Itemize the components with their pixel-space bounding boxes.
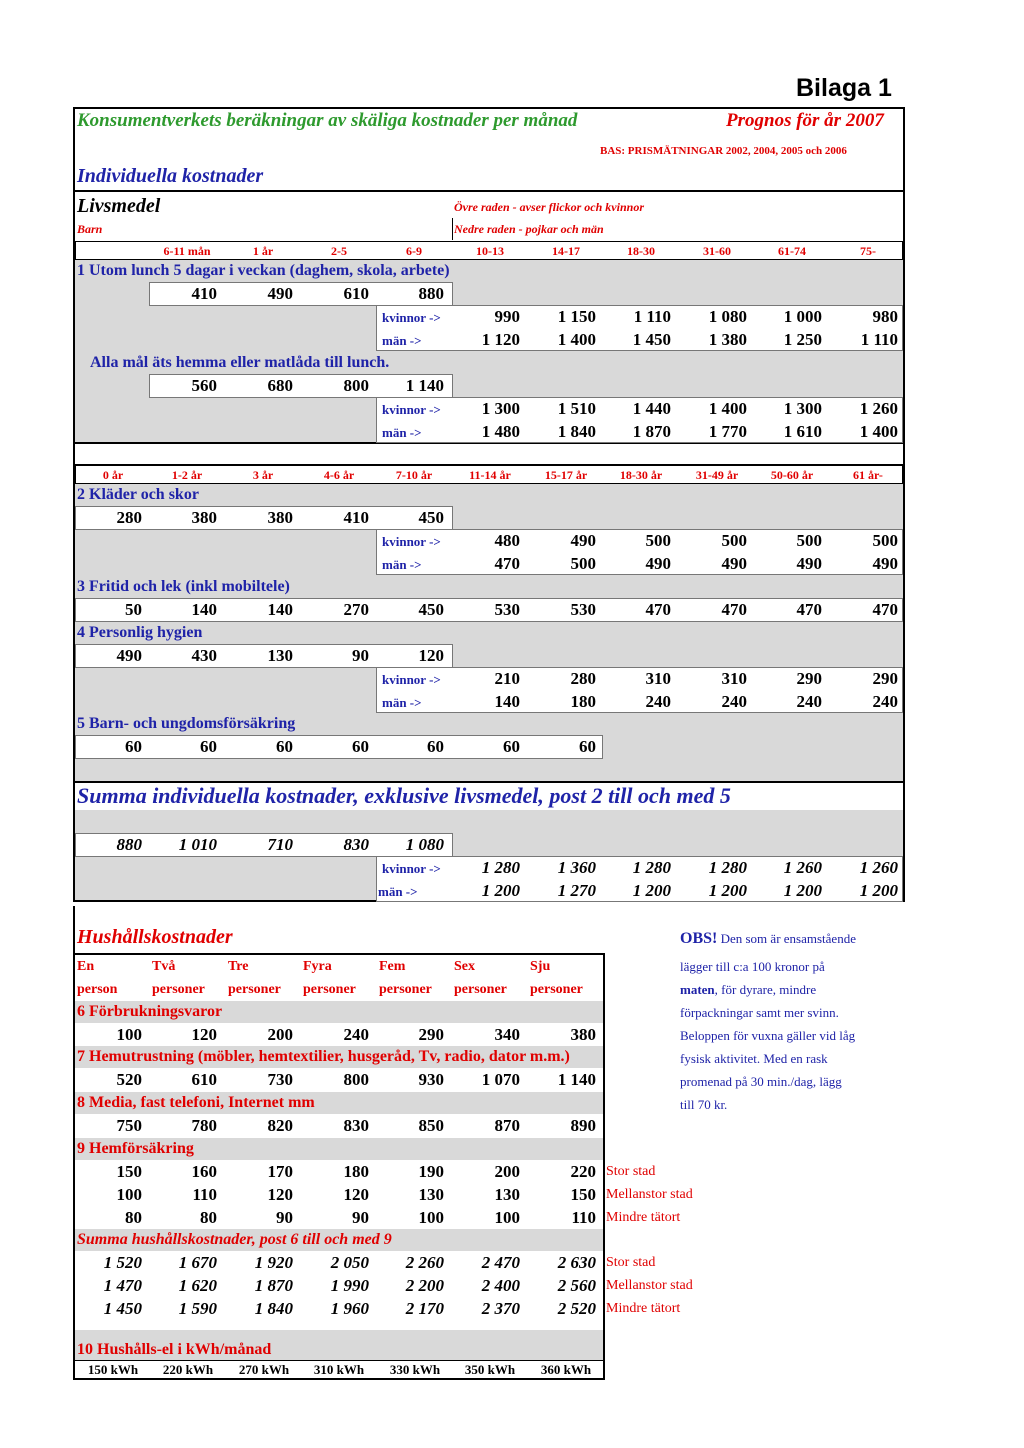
value-cell: 1 260	[859, 399, 898, 418]
value-cell: 500	[721, 531, 747, 550]
value-cell: 380	[267, 508, 293, 527]
value-cell: 60	[200, 737, 217, 756]
obs-label: OBS!	[680, 930, 718, 947]
value-cell: 1 400	[859, 422, 898, 441]
man-label: män ->	[378, 884, 418, 899]
value-cell: 290	[796, 669, 822, 688]
value-cell: 680	[267, 376, 293, 395]
value-cell: 1 590	[178, 1299, 217, 1318]
value-cell: 1 400	[557, 330, 596, 349]
value-cell: 120	[267, 1185, 293, 1204]
value-cell: 1 080	[708, 307, 747, 326]
value-cell: 340	[494, 1025, 520, 1044]
value-cell: 1 280	[481, 858, 520, 877]
value-cell: 800	[343, 376, 369, 395]
value-cell: 2 470	[481, 1253, 520, 1272]
value-cell: 610	[191, 1070, 217, 1089]
value-cell: 310	[721, 669, 747, 688]
value-cell: 1 450	[632, 330, 671, 349]
persons-label: personer	[379, 982, 432, 997]
obs-note-line: Beloppen för vuxna gäller vid låg	[680, 1028, 856, 1043]
age-header-cell: 31-49 år	[695, 468, 739, 482]
value-cell: 1 870	[254, 1276, 293, 1295]
value-cell: 470	[494, 554, 520, 573]
value-cell: 2 370	[481, 1299, 520, 1318]
value-cell: 1 610	[783, 422, 822, 441]
value-cell: 1 840	[254, 1299, 293, 1318]
value-cell: 140	[191, 600, 217, 619]
value-cell: 1 200	[783, 881, 822, 900]
value-cell: 210	[494, 669, 520, 688]
value-cell: 430	[191, 646, 217, 665]
stor-stad-label: Stor stad	[606, 1255, 656, 1270]
value-cell: 80	[200, 1208, 217, 1227]
value-cell: 1 450	[103, 1299, 142, 1318]
ovre-raden-note: Övre raden - avser flickor och kvinnor	[454, 200, 644, 214]
value-cell: 830	[343, 835, 369, 854]
value-cell: 60	[579, 737, 596, 756]
value-cell: 240	[343, 1025, 369, 1044]
value-cell: 140	[267, 600, 293, 619]
age-header-cell: 18-30	[627, 244, 655, 258]
value-cell: 1 260	[783, 858, 822, 877]
value-cell: 310	[645, 669, 671, 688]
divider	[73, 1360, 605, 1361]
mindre-tatort-label: Mindre tätort	[606, 1210, 681, 1225]
value-cell: 2 560	[557, 1276, 596, 1295]
value-cell: 800	[343, 1070, 369, 1089]
persons-label: Två	[152, 959, 176, 974]
mellanstor-stad-label: Mellanstor stad	[606, 1187, 693, 1202]
value-cell: 470	[645, 600, 671, 619]
value-cell: 1 400	[708, 399, 747, 418]
value-cell: 1 440	[632, 399, 671, 418]
section-2-title: 2 Kläder och skor	[77, 486, 199, 503]
age-header-cell: 1 år	[252, 244, 274, 258]
value-cell: 1 200	[632, 881, 671, 900]
value-cell: 80	[125, 1208, 142, 1227]
age-header-cell: 31-60	[703, 244, 731, 258]
value-cell: 240	[721, 692, 747, 711]
value-cell: 120	[343, 1185, 369, 1204]
value-cell: 2 630	[557, 1253, 596, 1272]
bilaga-label: Bilaga 1	[796, 74, 892, 102]
age-header-cell: 11-14 år	[469, 468, 511, 482]
value-cell: 490	[267, 284, 293, 303]
section-3-title: 3 Fritid och lek (inkl mobiltele)	[77, 578, 290, 595]
value-cell: 490	[570, 531, 596, 550]
value-cell: 820	[267, 1116, 293, 1135]
obs-note-line	[680, 978, 910, 1001]
value-cell: 890	[570, 1116, 596, 1135]
value-cell: 100	[418, 1208, 444, 1227]
mindre-tatort-label: Mindre tätort	[606, 1301, 681, 1316]
persons-label: Fem	[379, 959, 406, 974]
kvinnor-label: kvinnor ->	[382, 672, 441, 687]
value-cell: 60	[125, 737, 142, 756]
value-cell: 1 670	[178, 1253, 217, 1272]
value-cell: 100	[116, 1025, 142, 1044]
value-cell: 930	[418, 1070, 444, 1089]
man-label: män ->	[382, 333, 422, 348]
value-cell: 870	[494, 1116, 520, 1135]
age-header-cell: 2-5	[331, 244, 347, 258]
value-cell: 150	[570, 1185, 596, 1204]
kwh-cell: 350 kWh	[464, 1362, 516, 1377]
value-cell: 120	[191, 1025, 217, 1044]
age-header-cell: 18-30 år	[619, 468, 663, 482]
value-cell: 1 110	[633, 307, 671, 326]
section-10-title: 10 Hushålls-el i kWh/månad	[77, 1341, 272, 1358]
value-cell: 1 360	[557, 858, 596, 877]
obs-text: , för dyrare, mindre	[714, 982, 817, 997]
age-header-cell: 61-74	[778, 244, 806, 258]
value-cell: 170	[267, 1162, 293, 1181]
value-cell: 2 200	[405, 1276, 444, 1295]
prognos-title: Prognos för år 2007	[726, 110, 884, 131]
value-cell: 120	[418, 646, 444, 665]
value-cell: 1 110	[860, 330, 898, 349]
section-7-title: 7 Hemutrustning (möbler, hemtextilier, husgeråd, Tv, radio, dator m.m.)	[77, 1048, 570, 1065]
value-cell: 490	[645, 554, 671, 573]
value-cell: 500	[796, 531, 822, 550]
value-cell: 830	[343, 1116, 369, 1135]
value-cell: 1 120	[481, 330, 520, 349]
age-header-cell: 1-2 år	[171, 468, 203, 482]
value-cell: 220	[570, 1162, 596, 1181]
kwh-cell: 310 kWh	[313, 1362, 365, 1377]
age-header-cell: 6-11 mån	[163, 244, 211, 258]
value-cell: 2 050	[330, 1253, 369, 1272]
value-cell: 560	[191, 376, 217, 395]
kwh-cell: 360 kWh	[540, 1362, 592, 1377]
value-cell: 180	[343, 1162, 369, 1181]
value-cell: 2 400	[481, 1276, 520, 1295]
section-4-title: 4 Personlig hygien	[77, 624, 203, 641]
value-cell: 470	[872, 600, 898, 619]
value-cell: 470	[796, 600, 822, 619]
persons-label: Fyra	[303, 959, 332, 974]
value-cell: 240	[872, 692, 898, 711]
persons-label: Sju	[530, 959, 551, 974]
summa-individuella-title: Summa individuella kostnader, exklusive livsmedel, post 2 till och med 5	[77, 783, 731, 808]
value-cell: 730	[267, 1070, 293, 1089]
value-cell: 530	[570, 600, 596, 619]
age-header-cell: 75-	[860, 244, 876, 258]
value-cell: 100	[116, 1185, 142, 1204]
household-heading: Hushållskostnader	[77, 926, 233, 948]
value-cell: 1 080	[405, 835, 444, 854]
value-cell: 1 920	[254, 1253, 293, 1272]
value-cell: 450	[418, 600, 444, 619]
value-cell: 1 070	[481, 1070, 520, 1089]
value-cell: 750	[116, 1116, 142, 1135]
value-cell: 290	[872, 669, 898, 688]
value-cell: 90	[276, 1208, 293, 1227]
section-8-title: 8 Media, fast telefoni, Internet mm	[77, 1094, 315, 1111]
value-cell: 190	[418, 1162, 444, 1181]
value-cell: 1 200	[859, 881, 898, 900]
divider	[73, 190, 905, 192]
value-cell: 500	[570, 554, 596, 573]
value-cell: 1 140	[557, 1070, 596, 1089]
mellanstor-stad-label: Mellanstor stad	[606, 1278, 693, 1293]
value-cell: 1 140	[405, 376, 444, 395]
value-cell: 380	[191, 508, 217, 527]
value-cell: 1 200	[708, 881, 747, 900]
value-cell: 1 960	[330, 1299, 369, 1318]
nedre-raden-note: Nedre raden - pojkar och män	[454, 222, 604, 236]
persons-label: personer	[152, 982, 205, 997]
value-cell: 1 150	[557, 307, 596, 326]
section-6-title: 6 Förbrukningsvaror	[77, 1003, 223, 1020]
value-cell: 1 270	[557, 881, 596, 900]
persons-label: Sex	[454, 959, 475, 974]
value-cell: 50	[125, 600, 142, 619]
kwh-cell: 270 kWh	[238, 1362, 290, 1377]
obs-emphasis: maten	[680, 982, 715, 997]
section-1-alt-title: Alla mål äts hemma eller matlåda till lunch.	[90, 354, 390, 371]
value-cell: 480	[494, 531, 520, 550]
value-cell: 1 870	[632, 422, 671, 441]
value-cell: 380	[570, 1025, 596, 1044]
value-cell: 1 840	[557, 422, 596, 441]
value-cell: 110	[571, 1208, 596, 1227]
value-cell: 200	[494, 1162, 520, 1181]
value-cell: 520	[116, 1070, 142, 1089]
persons-label: personer	[454, 982, 507, 997]
value-cell: 610	[343, 284, 369, 303]
barn-label: Barn	[77, 222, 103, 236]
value-cell: 1 480	[481, 422, 520, 441]
individual-costs-heading: Individuella kostnader	[77, 165, 264, 187]
persons-label: En	[77, 959, 95, 974]
age-header-cell: 4-6 år	[323, 468, 355, 482]
divider	[73, 953, 605, 955]
value-cell: 100	[494, 1208, 520, 1227]
value-cell: 850	[418, 1116, 444, 1135]
section-1-title: 1 Utom lunch 5 dagar i veckan (daghem, skola, arbete)	[77, 262, 450, 279]
value-cell: 780	[191, 1116, 217, 1135]
age-header-cell: 3 år	[252, 468, 274, 482]
age-header-cell: 61 år-	[853, 468, 883, 482]
age-header-cell: 50-60 år	[770, 468, 814, 482]
age-header-cell: 14-17	[552, 244, 580, 258]
value-cell: 2 260	[405, 1253, 444, 1272]
value-cell: 1 620	[178, 1276, 217, 1295]
divider	[603, 954, 605, 1380]
value-cell: 1 510	[557, 399, 596, 418]
value-cell: 240	[645, 692, 671, 711]
age-header-cell: 6-9	[406, 244, 422, 258]
value-cell: 1 300	[481, 399, 520, 418]
value-cell: 1 280	[708, 858, 747, 877]
value-cell: 490	[872, 554, 898, 573]
obs-note-line: till 70 kr.	[680, 1097, 728, 1112]
man-label: män ->	[382, 557, 422, 572]
bas-note: BAS: PRISMÄTNINGAR 2002, 2004, 2005 och 2006	[600, 145, 847, 157]
value-cell: 1 200	[481, 881, 520, 900]
value-cell: 2 520	[557, 1299, 596, 1318]
obs-note-line: promenad på 30 min./dag, lägg	[680, 1074, 842, 1089]
value-cell: 470	[721, 600, 747, 619]
value-cell: 130	[418, 1185, 444, 1204]
value-cell: 880	[116, 835, 142, 854]
man-label: män ->	[382, 695, 422, 710]
value-cell: 1 010	[178, 835, 217, 854]
value-cell: 270	[343, 600, 369, 619]
age-header-cell: 15-17 år	[544, 468, 588, 482]
kwh-cell: 330 kWh	[389, 1362, 441, 1377]
value-cell: 90	[352, 646, 369, 665]
value-cell: 1 280	[632, 858, 671, 877]
value-cell: 990	[494, 307, 520, 326]
value-cell: 130	[494, 1185, 520, 1204]
value-cell: 710	[267, 835, 293, 854]
value-cell: 60	[352, 737, 369, 756]
value-cell: 240	[796, 692, 822, 711]
value-cell: 1 300	[783, 399, 822, 418]
age-header-cell: 0 år	[102, 468, 124, 482]
persons-label: person	[77, 982, 118, 997]
age-header-cell: 10-13	[476, 244, 504, 258]
kwh-cell: 150 kWh	[87, 1362, 139, 1377]
value-cell: 290	[418, 1025, 444, 1044]
value-cell: 450	[418, 508, 444, 527]
value-cell: 410	[343, 508, 369, 527]
value-cell: 60	[503, 737, 520, 756]
kvinnor-label: kvinnor ->	[382, 402, 441, 417]
value-cell: 200	[267, 1025, 293, 1044]
value-cell: 500	[645, 531, 671, 550]
summa-hush-title: Summa hushållskostnader, post 6 till och med 9	[77, 1231, 392, 1248]
stor-stad-label: Stor stad	[606, 1164, 656, 1179]
value-cell: 180	[570, 692, 596, 711]
persons-label: personer	[228, 982, 281, 997]
livsmedel-heading: Livsmedel	[77, 195, 161, 217]
obs-note-line: förpackningar samt mer svinn.	[680, 1005, 839, 1020]
value-cell: 1 770	[708, 422, 747, 441]
persons-label: Tre	[228, 959, 249, 974]
section-9-title: 9 Hemförsäkring	[77, 1140, 194, 1157]
value-cell: 60	[276, 737, 293, 756]
value-cell: 1 000	[783, 307, 822, 326]
divider	[452, 218, 453, 240]
age-header-cell: 7-10 år	[395, 468, 433, 482]
value-cell: 2 170	[405, 1299, 444, 1318]
value-cell: 1 470	[103, 1276, 142, 1295]
value-cell: 280	[116, 508, 142, 527]
value-cell: 1 990	[330, 1276, 369, 1295]
value-cell: 490	[721, 554, 747, 573]
value-cell: 880	[418, 284, 444, 303]
man-label: män ->	[382, 425, 422, 440]
value-cell: 140	[494, 692, 520, 711]
value-cell: 490	[796, 554, 822, 573]
value-cell: 1 260	[859, 858, 898, 877]
value-cell: 90	[352, 1208, 369, 1227]
value-cell: 280	[570, 669, 596, 688]
kvinnor-label: kvinnor ->	[382, 534, 441, 549]
persons-label: personer	[303, 982, 356, 997]
value-cell: 530	[494, 600, 520, 619]
obs-note-line	[680, 927, 910, 950]
section-5-title: 5 Barn- och ungdomsförsäkring	[77, 715, 296, 732]
value-cell: 110	[192, 1185, 217, 1204]
value-cell: 1 250	[783, 330, 822, 349]
value-cell: 130	[267, 646, 293, 665]
kvinnor-label: kvinnor ->	[382, 310, 441, 325]
value-cell: 150	[116, 1162, 142, 1181]
value-cell: 410	[191, 284, 217, 303]
value-cell: 500	[872, 531, 898, 550]
value-cell: 60	[427, 737, 444, 756]
value-cell: 490	[116, 646, 142, 665]
value-cell: 1 520	[103, 1253, 142, 1272]
value-cell: 1 380	[708, 330, 747, 349]
persons-label: personer	[530, 982, 583, 997]
obs-text: Den som är ensamstående	[717, 931, 856, 946]
value-cell: 980	[872, 307, 898, 326]
kwh-cell: 220 kWh	[162, 1362, 214, 1377]
value-cell: 160	[191, 1162, 217, 1181]
obs-note-line: fysisk aktivitet. Med en rask	[680, 1051, 828, 1066]
kvinnor-label: kvinnor ->	[382, 861, 441, 876]
obs-note-line: lägger till c:a 100 kronor på	[680, 959, 825, 974]
page-title: Konsumentverkets beräkningar av skäliga kostnader per månad	[77, 110, 578, 131]
